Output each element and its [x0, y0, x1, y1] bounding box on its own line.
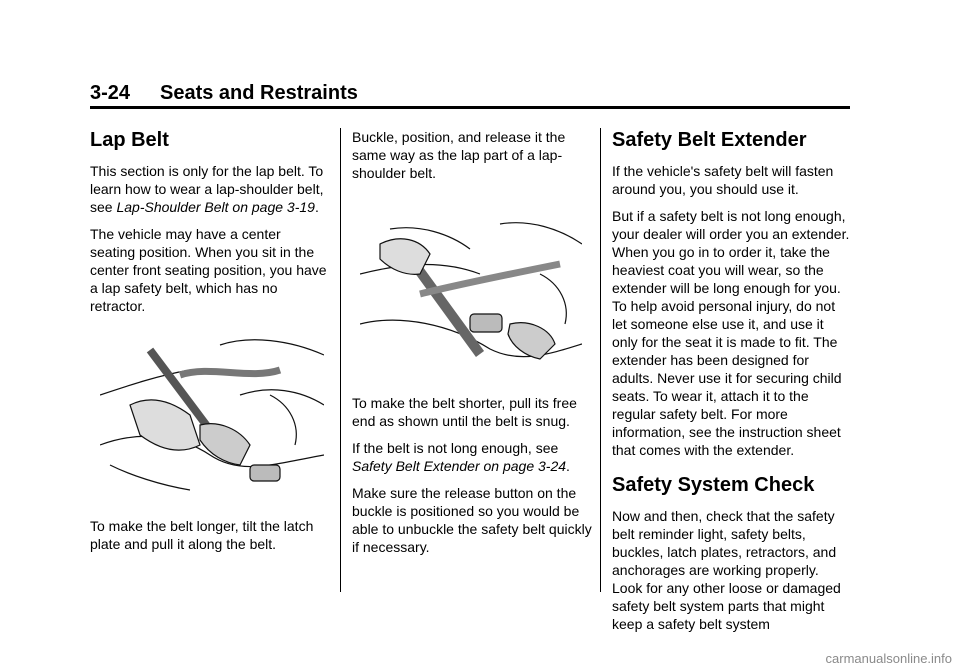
text: If the belt is not long enough, see [352, 440, 559, 456]
paragraph: Now and then, check that the safety belt reminder light, safety belts, buckles, latch plates, retractors, and anchorages are working properly. Look for any other loose or damaged safety belt system parts that might keep a safety belt system [612, 508, 841, 632]
paragraph: To make the belt shorter, pull its free end as shown until the belt is snug. [352, 395, 577, 429]
illustration-graphic [360, 204, 582, 372]
cross-reference-link[interactable]: Safety Belt Extender on page 3-24 [352, 458, 567, 474]
text: This section is only for the lap belt. To learn how to wear a lap-shoulder belt, see [90, 163, 324, 215]
column-middle [352, 128, 592, 565]
lap-belt-shorten-illustration [360, 204, 582, 372]
paragraph: If the vehicle's safety belt will fasten around you, you should use it. [612, 163, 834, 197]
text: . [314, 199, 319, 215]
paragraph: Buckle, position, and release it the same way as the lap part of a lap-shoulder belt. [352, 129, 566, 181]
paragraph [90, 162, 328, 216]
section-title: Seats and Restraints [160, 82, 358, 104]
page-header [90, 80, 850, 109]
heading-lap-belt: Lap Belt [90, 129, 169, 151]
cross-reference-link[interactable]: Lap-Shoulder Belt on page 3-19 [116, 199, 315, 215]
illustration-caption: To make the belt longer, tilt the latch plate and pull it along the belt. [90, 518, 314, 552]
column-right [612, 128, 852, 642]
column-divider [600, 128, 601, 592]
column-divider [340, 128, 341, 592]
watermark: carmanualsonline.info [825, 651, 952, 666]
text: . [566, 458, 570, 474]
paragraph: Make sure the release button on the buckle is positioned so you would be able to unbuckle the safety belt quickly if necessary. [352, 485, 592, 555]
heading-safety-belt-extender: Safety Belt Extender [612, 129, 807, 151]
paragraph: The vehicle may have a center seating position. When you sit in the center front seating position, you have a lap safety belt, which has no retractor. [90, 226, 327, 314]
illustration-graphic [100, 335, 324, 495]
heading-safety-system-check: Safety System Check [612, 474, 815, 496]
paragraph [352, 439, 592, 475]
paragraph: But if a safety belt is not long enough, your dealer will order you an extender. When you go in to order it, take the heaviest coat you will wear, so the extender will be long enough for you. To help avoid personal injury, do not let someone else use it, and use it only for the seat it is made to fit. The extender has been designed for adults. Never use it for securing child seats. To wear it, attach it to the regular safety belt. For more information, see the instruction sheet that comes with the extender. [612, 208, 850, 458]
column-left [90, 128, 328, 562]
page-number: 3-24 [90, 82, 131, 104]
lap-belt-lengthen-illustration [100, 335, 324, 495]
